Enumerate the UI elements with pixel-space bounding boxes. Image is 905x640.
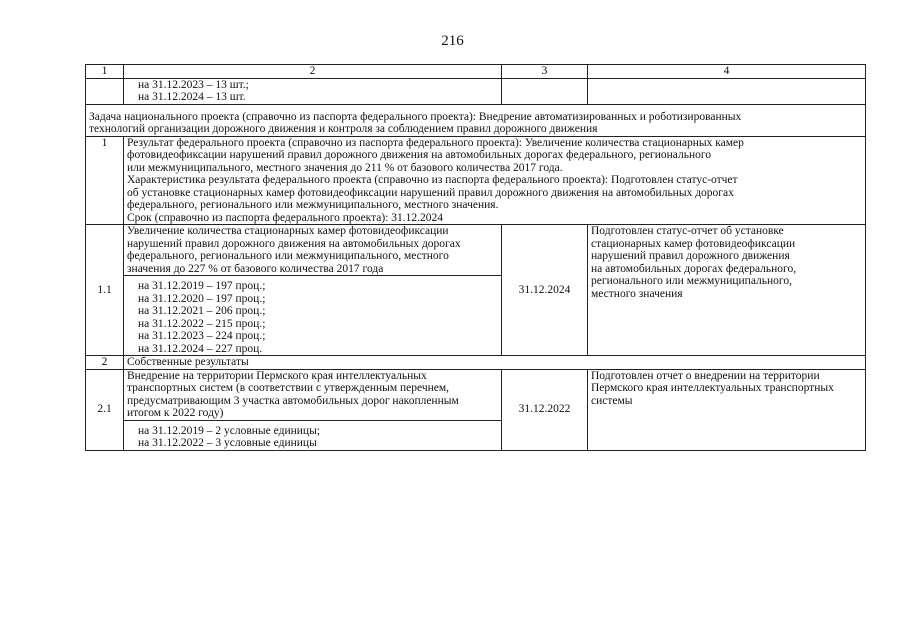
header-col-3: 3	[502, 65, 588, 79]
row-1-1-desc: Увеличение количества стационарных камер фотовидеофиксации нарушений правил дорожного движения на автомобильных дорогах федерального, регионального или межмуниципального, местного значения до 227 % от базового количества 2017 года	[124, 225, 502, 276]
row-1-1-result: Подготовлен статус-отчет об установке стационарных камер фотовидеофиксации нарушений правил дорожного движения на автомобильных дорогах федерального, регионального или межмуниципального, местного значения	[588, 225, 866, 356]
milestone-line: на 31.12.2022 – 3 условные единицы	[138, 437, 317, 449]
milestone-line: на 31.12.2020 – 197 проц.;	[138, 292, 266, 305]
milestone-line: на 31.12.2024 – 227 проц.	[138, 342, 263, 355]
task-text: Задача национального проекта (справочно из паспорта федерального проекта): Внедрение автоматизированных и роботизированных технологий организации дорожного движения и контроля за соблюдением правил дорожного движения	[86, 104, 866, 136]
row-1-1-milestones	[124, 276, 502, 356]
document-table	[85, 64, 866, 451]
row-2-1-description	[86, 369, 866, 420]
row-1-1-description	[86, 225, 866, 276]
page-number: 216	[441, 33, 464, 49]
task-row	[86, 104, 866, 136]
header-col-2: 2	[124, 65, 502, 79]
row-2-1-desc: Внедрение на территории Пермского края интеллектуальных транспортных систем (в соответствии с утвержденным перечнем, предусматривающим 3 участка автомобильных дорог накопленным итогом к 2022 году)	[124, 369, 502, 420]
continuation-milestones	[124, 78, 502, 104]
milestone-line: на 31.12.2019 – 197 проц.;	[138, 280, 266, 292]
own-results-number: 2	[86, 356, 124, 370]
continuation-row	[86, 78, 866, 104]
row-2-1-result: Подготовлен отчет о внедрении на территории Пермского края интеллектуальных транспортных системы	[588, 369, 866, 450]
milestone-line: на 31.12.2023 – 224 проц.;	[138, 330, 266, 342]
row-2-1-milestones	[124, 420, 502, 450]
header-col-4: 4	[588, 65, 866, 79]
milestone-line: на 31.12.2019 – 2 условные единицы;	[138, 424, 320, 437]
row-2-1-number: 2.1	[86, 369, 124, 450]
row-1-1-number: 1.1	[86, 225, 124, 356]
table-header-row	[86, 65, 866, 79]
result-block-number: 1	[86, 136, 124, 225]
result-block-row	[86, 136, 866, 225]
milestone-line: на 31.12.2022 – 215 проц.;	[138, 317, 266, 330]
own-results-label: Собственные результаты	[124, 356, 866, 370]
result-block-text: Результат федерального проекта (справочно из паспорта федерального проекта): Увеличение количества стационарных камер фотовидеофиксации нарушений правил дорожного движения на автомобильных дорогах федерального, регионального или межмуниципального, местного значения до 211 % от базового количества 2017 года. Характеристика результата федерального проекта (справочно из паспорта федерального проекта): Подготовлен статус-отчет об установке стационарных камер фотовидеофиксации нарушений правил дорожного движения на автомобильных дорогах федерального, регионального или межмуниципального, местного значения. Срок (справочно из паспорта федерального проекта): 31.12.2024	[124, 136, 866, 225]
row-1-1-date: 31.12.2024	[502, 225, 588, 356]
row-2-1-date: 31.12.2022	[502, 369, 588, 450]
milestone-line: на 31.12.2023 – 13 шт.;	[138, 78, 249, 91]
header-col-1: 1	[86, 65, 124, 79]
milestone-line: на 31.12.2024 – 13 шт.	[138, 91, 246, 103]
own-results-row	[86, 356, 866, 370]
milestone-line: на 31.12.2021 – 206 проц.;	[138, 305, 266, 317]
